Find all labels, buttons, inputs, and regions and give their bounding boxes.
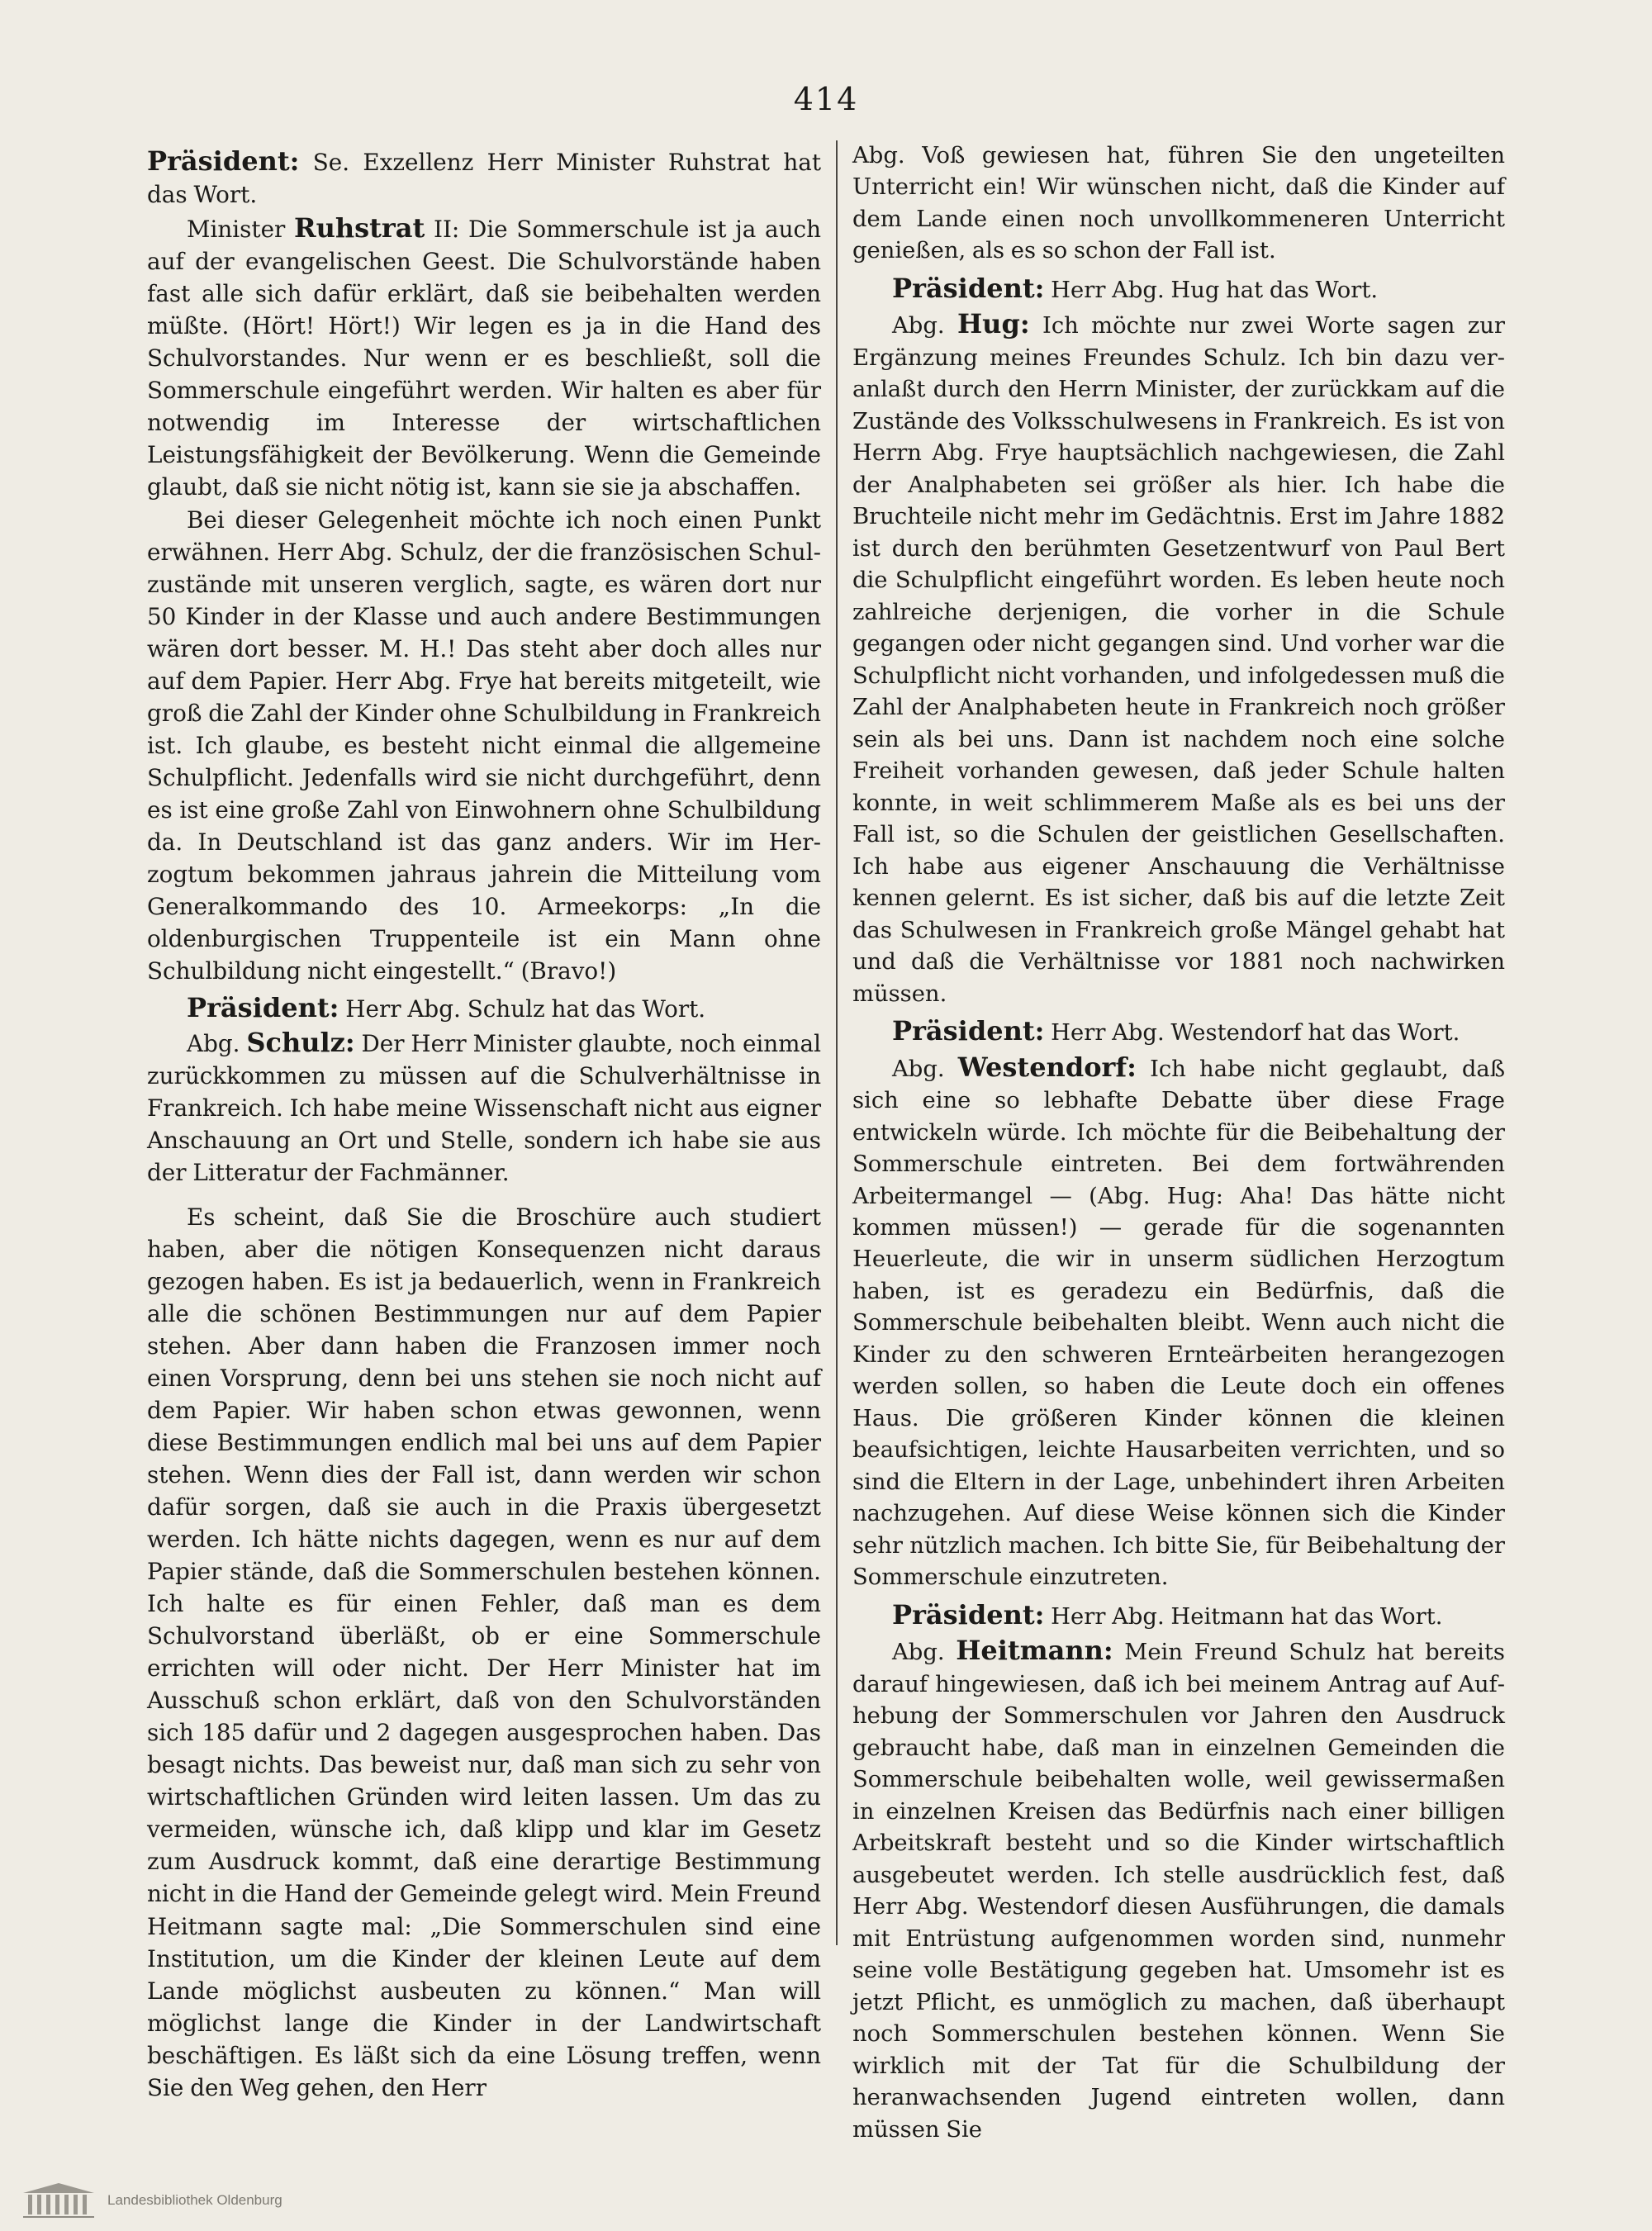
page-number: 414 — [793, 81, 859, 117]
president-statement — [147, 145, 821, 211]
speaker-name: Ruhstrat — [294, 212, 425, 244]
president-statement — [852, 1015, 1505, 1049]
statement-text: Se. Exzellenz Herr Minister Ruhstrat hat das Wort. — [147, 149, 821, 209]
speech-paragraph — [852, 1635, 1505, 2146]
speaker-name: Präsident: — [892, 272, 1045, 304]
speech-text: Der Herr Minister glaubte, noch einmal zurückkommen zu müssen auf die Schulverhältnisse in Frankreich. Ich habe meine Wissenschaft nicht aus eigner Anschauung an Ort und Stelle, sondern ich habe sie aus der Litteratur der Fachmänner. — [147, 1030, 822, 1187]
speaker-name: Präsident: — [187, 992, 339, 1024]
library-footer — [23, 2182, 282, 2219]
speech-text: II: Die Sommerschule ist ja auch auf der evangelischen Geest. Die Schulvorstände haben fast alle sich dafür erklärt, daß sie beibehalten werden müßte. (Hört! Hört!) Wir legen es ja in die Hand des Schulvorstandes. Nur wenn er es beschließt, soll die Sommerschule eingeführt werden. Wir halten es aber für notwendig im Interesse der wirtschaftlichen Leistungsfähigkeit der Bevölkerung. Wenn die Gemeinde glaubt, daß sie nicht nötig ist, kann sie sie ja abschaffen. — [147, 216, 821, 501]
statement-text: Herr Abg. Schulz hat das Wort. — [339, 995, 706, 1023]
president-statement — [852, 273, 1505, 306]
statement-text: Herr Abg. Hug hat das Wort. — [1044, 277, 1379, 303]
speaker-prefix: Abg. — [892, 1056, 958, 1082]
speech-text: Ich möchte nur zwei Worte sagen zur Ergänzung meines Freundes Schulz. Ich bin dazu veranlaßt durch den Herrn Minister, der zurückkam auf die Zustände des Volksschulwesens in Frankreich. Es ist von Herrn Abg. Frye hauptsächlich nachgewiesen, die Zahl der Analphabeten sei größer als hier. Ich habe die Bruchteile nicht mehr im Gedächtnis. Erst im Jahre 1882 ist durch den berühmten Gesetzentwurf von Paul Bert die Schulpflicht eingeführt worden. Es leben heute noch zahlreiche derjenigen, die vorher in die Schule gegangen oder nicht gegangen sind. Und vorher war die Schulpflicht nicht vorhanden, und infolgedessen muß die Zahl der Analphabeten heute in Frankreich noch größer sein als bei uns. Dann ist nachdem noch eine solche Freiheit vorhanden gewesen, daß jeder Schule halten konnte, in weit schlimmerem Maße als es bei uns der Fall ist, so die Schulen der geistlichen Gesellschaften. Ich habe aus eigener Anschauung die Verhältnisse kennen gelernt. Es ist sicher, daß bis auf die letzte Zeit das Schulwesen in Frankreich große Mängel gehabt hat und daß die Verhältnisse vor 1881 noch nachwirken müssen. — [852, 313, 1505, 1007]
left-column — [147, 140, 821, 2104]
speech-paragraph — [147, 212, 821, 503]
speaker-prefix: Abg. — [187, 1030, 247, 1058]
speaker-prefix: Minister — [187, 216, 294, 244]
president-statement — [852, 1599, 1505, 1633]
continuation-paragraph: Abg. Voß gewiesen hat, führen Sie den ungeteilten Unterricht ein! Wir wünschen nicht, daß die Kinder auf dem Lande einen noch unvollkommeneren Unterricht genießen, als es so schon der Fall ist. — [852, 143, 1505, 264]
statement-text: Herr Abg. Westendorf hat das Wort. — [1044, 1020, 1460, 1047]
text-paragraph: Es scheint, daß Sie die Broschüre auch studiert haben, aber die nötigen Konsequenzen nicht daraus gezogen haben. Es ist ja bedauerlich, wenn in Frankreich alle die schönen Bestimmungen nur auf dem Papier stehen. Aber dann haben die Franzosen immer noch einen Vorsprung, denn bei uns stehen sie noch nicht auf dem Papier. Wir haben schon etwas gewonnen, wenn diese Bestimmungen endlich mal bei uns auf dem Papier stehen. Wenn dies der Fall ist, dann werden wir schon dafür sorgen, daß sie auch in die Praxis übergesetzt werden. Ich hätte nichts dagegen, wenn es nur auf dem Papier stände, daß die Sommerschulen bestehen können. Ich halte es für einen Fehler, daß man es dem Schulvorstand überläßt, ob er eine Sommerschule errichten will oder nicht. Der Herr Minister hat im Ausschuß schon erklärt, daß von den Schulvorständen sich 185 dafür und 2 dagegen ausgesprochen haben. Das besagt nichts. Das beweist nur, daß man sich zu sehr von wirtschaftlichen Gründen wird leiten lassen. Um das zu vermeiden, wünsche ich, daß klipp und klar im Gesetz zum Ausdruck kommt, daß eine derartige Bestimmung nicht in die Hand der Gemeinde gelegt wird. Mein Freund Heitmann sagte mal: „Die Sommerschulen sind eine Institution, um die Kinder der kleinen Leute auf dem Lande möglichst ausbeuten zu können.“ Man will möglichst lange die Kinder in der Landwirtschaft beschäftigen. Es läßt sich da eine Lösung treffen, wenn Sie den Weg gehen, den Herr — [147, 1203, 821, 2101]
speaker-name: Präsident: — [892, 1598, 1045, 1631]
right-column — [852, 140, 1505, 2146]
text-paragraph: Bei dieser Gelegenheit möchte ich noch einen Punkt erwähnen. Herr Abg. Schulz, der die französischen Schulzustände mit unseren verglich, sagte, es wären dort nur 50 Kinder in der Klasse und auch andere Bestimmungen wären dort besser. M. H.! Das steht aber doch alles nur auf dem Papier. Herr Abg. Frye hat bereits mitgeteilt, wie groß die Zahl der Kinder ohne Schulbildung in Frankreich ist. Ich glaube, es besteht nicht einmal die allgemeine Schulpflicht. Jedenfalls wird sie nicht durchgeführt, denn es ist eine große Zahl von Einwohnern ohne Schulbildung da. In Deutschland ist das ganz anders. Wir im Herzogtum bekommen jahraus jahrein die Mitteilung vom Generalkommando des 10. Armeekorps: „In die oldenburgischen Truppenteile ist ein Mann ohne Schulbildung nicht eingestellt.“ (Bravo!) — [147, 506, 821, 985]
speaker-name: Westendorf: — [957, 1051, 1137, 1083]
speaker-name: Präsident: — [147, 145, 300, 177]
speaker-name: Hug: — [957, 308, 1030, 340]
speech-paragraph — [147, 1027, 821, 1189]
speech-paragraph — [852, 1051, 1505, 1594]
speaker-name: Heitmann: — [956, 1635, 1113, 1667]
speaker-prefix: Abg. — [892, 313, 957, 339]
speech-paragraph — [852, 308, 1505, 1010]
speaker-prefix: Abg. — [892, 1640, 957, 1666]
speech-text: Mein Freund Schulz hat bereits darauf hingewiesen, daß ich bei meinem Antrag auf Aufhebung der Sommerschulen vor Jahren den Ausdruck gebraucht habe, daß man in einzelnen Gemeinden die Sommerschule beibehalten wolle, weil gewissermaßen in einzelnen Kreisen das Bedürfnis nach einer billigen Arbeitskraft besteht und so die Kinder wirtschaftlich ausgebeutet werden. Ich stelle ausdrücklich fest, daß Herr Abg. Westendorf diesen Ausführungen, die damals mit Entrüstung aufgenommen worden sind, nunmehr seine volle Bestätigung gegeben hat. Umsomehr ist es jetzt Pflicht, es unmöglich zu machen, daß überhaupt noch Sommerschulen bestehen können. Wenn Sie wirklich mit der Tat für die Schulbildung der heranwachsenden Jugend eintreten wollen, dann müssen Sie — [852, 1640, 1505, 2143]
president-statement — [147, 992, 821, 1025]
statement-text: Herr Abg. Heitmann hat das Wort. — [1044, 1603, 1443, 1630]
column-divider — [836, 140, 838, 1945]
speech-text: Ich habe nicht geglaubt, daß sich eine so lebhafte Debatte über diese Frage entwickeln würde. Ich möchte für die Beibehaltung der Sommerschule eintreten. Bei dem fortwährenden Arbeitermangel — (Abg. Hug: Aha! Das hätte nicht kommen müssen!) — gerade für die sogenannten Heuerleute, die wir in unserm südlichen Herzogtum haben, ist es geradezu ein Bedürfnis, daß die Sommerschule beibehalten bleibt. Wenn auch nicht die Kinder zu den schweren Ernteärbeiten herangezogen werden sollen, so haben die Leute doch ein offenes Haus. Die größeren Kinder können die kleinen beaufsichtigen, leichte Hausarbeiten verrichten, und so sind die Eltern in der Lage, unbehindert ihren Arbeiten nachzugehen. Auf diese Weise können sich die Kinder sehr nützlich machen. Ich bitte Sie, für Beibehaltung der Sommerschule einzutreten. — [852, 1056, 1505, 1591]
library-building-icon — [23, 2183, 94, 2218]
speaker-name: Präsident: — [892, 1015, 1045, 1047]
library-name: Landesbibliothek Oldenburg — [107, 2192, 282, 2208]
speaker-name: Schulz: — [246, 1027, 355, 1059]
